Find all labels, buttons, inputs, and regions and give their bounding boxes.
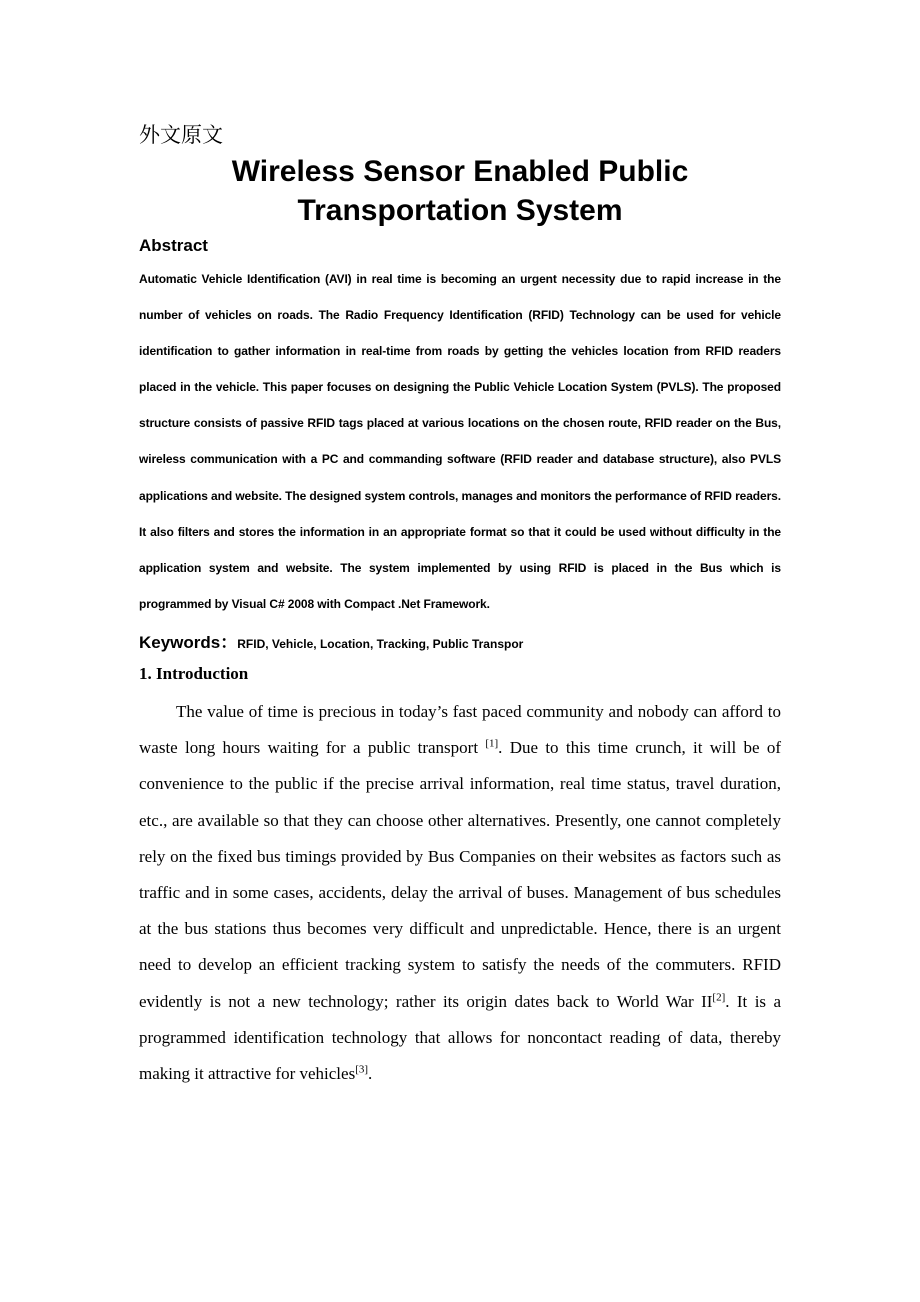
paper-page [139,120,781,1092]
intro-text-part-2: . Due to this time crunch, it will be of convenience to the public if the precise arrival information, real time status, travel duration, etc., are available so that they can choose other alternatives. Presently, one cannot completely rely on the fixed bus timings provided by Bus Companies on their websites as factors such as traffic and in some cases, accidents, delay the arrival of buses. Management of bus schedules at the bus stations thus becomes very difficult and unpredictable. Hence, there is an urgent need to develop an efficient tracking system to satisfy the needs of the commuters. RFID evidently is not a new technology; rather its origin dates back to World War II [139,738,781,1011]
citation-3: [3] [355,1063,369,1076]
section-heading-introduction: 1. Introduction [139,663,249,683]
abstract-text: Automatic Vehicle Identification (AVI) in real time is becoming an urgent necessity due to rapid increase in the number of vehicles on roads. The Radio Frequency Identification (RFID) Technology can be used for vehicle identification to gather information in real-time from roads by getting the vehicles location from RFID readers placed in the vehicle. This paper focuses on designing the Public Vehicle Location System (PVLS). The proposed structure consists of passive RFID tags placed at various locations on the chosen route, RFID reader on the Bus, wireless communication with a PC and commanding software (RFID reader and database structure), also PVLS applications and website. The designed system controls, manages and monitors the performance of RFID readers. It also filters and stores the information in an appropriate format so that it could be used without difficulty in the application system and website. The system implemented by using RFID is placed in the Bus which is programmed by Visual C# 2008 with Compact .Net Framework. [139,272,781,611]
introduction-paragraph [139,694,781,1092]
citation-1: [1] [485,737,499,750]
intro-text-part-1: The value of time is precious in today’s fast paced community and nobody can afford to waste long hours waiting for a public transport [139,701,781,758]
keywords-label: Keywords： [139,632,238,652]
source-text-heading: 外文原文 [139,123,223,147]
intro-text-part-4: . [368,1063,373,1083]
citation-2: [2] [712,990,726,1003]
keywords-line [139,630,781,657]
paper-title: Wireless Sensor Enabled Public Transportation System [231,155,689,227]
intro-text-part-3: . It is a programmed identification technology that allows for noncontact reading of data, thereby making it attractive for vehicles [139,991,781,1083]
keywords-values: RFID, Vehicle, Location, Tracking, Public Transpor [237,636,524,651]
abstract-heading: Abstract [139,236,208,255]
